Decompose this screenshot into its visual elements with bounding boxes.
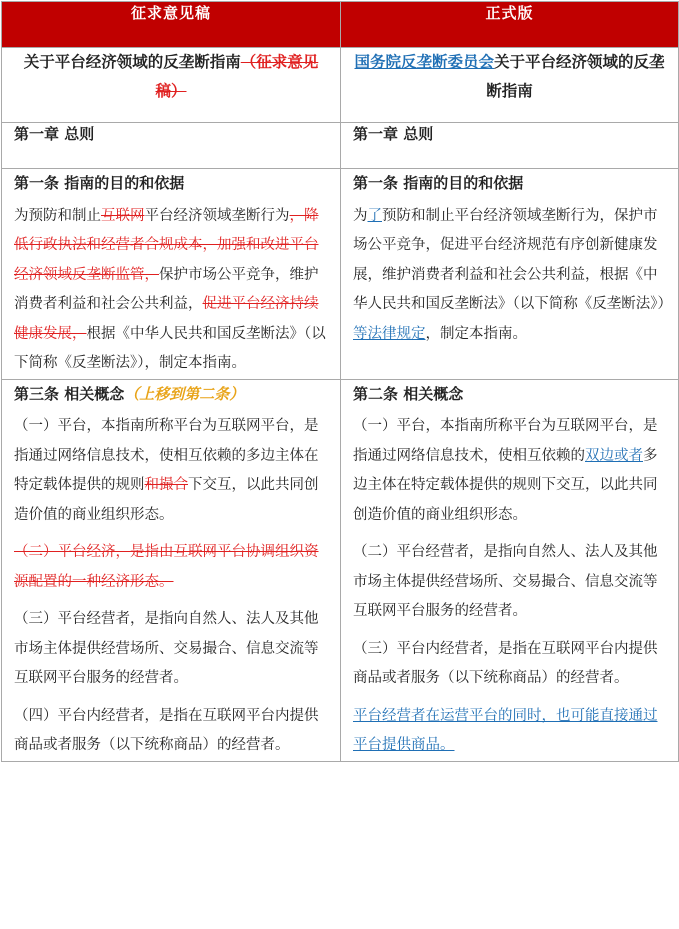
final-para-2: （二）平台经营者，是指向自然人、法人及其他市场主体提供经营场所、交易撮合、信息交流等互联网平台服务的经营者。 — [353, 544, 658, 619]
article1-final-text — [353, 202, 672, 350]
deleted-run: 互联网 — [101, 207, 145, 224]
title-final-text: 关于平台经济领域的反垄断指南 — [486, 53, 665, 100]
title-draft-text: 关于平台经济领域的反垄断指南 — [23, 53, 241, 71]
text-run: （一）平台，本指南所称平台为互联网平台，是指通过网络信息技术，使相互依赖的多边主体在特定载体提供的规则 — [14, 418, 319, 493]
final-para-3: （三）平台内经营者，是指在互联网平台内提供商品或者服务（以下统称商品）的经营者。 — [353, 640, 658, 686]
comparison-table — [1, 1, 679, 762]
article2-draft-heading — [14, 380, 328, 410]
title-row — [2, 48, 679, 123]
text-run: 保护市场公平竞争，维护消费者利益和社会公共利益， — [14, 266, 319, 312]
article2-final — [341, 379, 679, 761]
article1-draft-text — [14, 202, 328, 379]
header-row — [2, 2, 679, 48]
draft-para-2-deleted: （二）平台经济，是指由互联网平台协调组织资源配置的一种经济形态。 — [14, 544, 319, 590]
text-run: 为预防和制止 — [14, 207, 101, 224]
article1-draft — [2, 169, 341, 380]
chapter-draft: 第一章 总则 — [2, 123, 341, 169]
article1-final-heading: 第一条 指南的目的和依据 — [353, 174, 524, 192]
text-run: 多边主体在特定载体提供的规则下交互，以此共同创造价值的商业组织形态。 — [353, 447, 658, 523]
draft-para-3: （三）平台经营者，是指向自然人、法人及其他市场主体提供经营场所、交易撮合、信息交流等互联网平台服务的经营者。 — [14, 611, 319, 686]
title-draft-deleted: （征求意见稿） — [155, 53, 319, 100]
draft-para-4: （四）平台内经营者，是指在互联网平台内提供商品或者服务（以下统称商品）的经营者。 — [14, 707, 319, 753]
chapter-final: 第一章 总则 — [341, 123, 679, 169]
deleted-run: 和撮合 — [144, 477, 188, 493]
text-run: 下交互，以此共同创造价值的商业组织形态。 — [14, 477, 319, 523]
article1-row — [2, 169, 679, 380]
inserted-run: 双边或者 — [585, 447, 643, 464]
chapter-row — [2, 123, 679, 169]
deleted-run: ，降低行政执法和经营者合规成本，加强和改进平台经济领域反垄断监管， — [14, 207, 319, 283]
inserted-run: 了 — [367, 207, 382, 224]
draft-para-1 — [14, 412, 328, 530]
text-run: 根据《中华人民共和国反垄断法》（以下简称《反垄断法》），制定本指南。 — [14, 325, 326, 371]
deleted-run: 促进平台经济持续健康发展， — [14, 296, 319, 342]
header-final: 正式版 — [341, 2, 679, 48]
title-final-inserted: 国务院反垄断委员会 — [354, 53, 494, 71]
text-run: 平台经济领域垄断行为 — [144, 207, 290, 224]
text-run: 预防和制止平台经济领域垄断行为，保护市场公平竞争，促进平台经济规范有序创新健康发展，维护消费者利益和社会公共利益，根据《中华人民共和国反垄断法》（以下简称《反垄断法》） — [353, 207, 672, 312]
move-note: （上移到第二条） — [124, 384, 245, 403]
article2-final-heading: 第二条 相关概念 — [353, 384, 464, 403]
article2-row — [2, 379, 679, 761]
text-run: ，制定本指南。 — [425, 325, 527, 342]
text-run: 为 — [353, 207, 368, 224]
text-run: （一）平台，本指南所称平台为互联网平台，是指通过网络信息技术，使相互依赖的 — [353, 418, 658, 464]
title-final — [341, 48, 679, 123]
title-draft — [2, 48, 341, 123]
inserted-run: 等法律规定 — [353, 325, 426, 342]
final-para-4-inserted: 平台经营者在运营平台的同时，也可能直接通过平台提供商品。 — [353, 707, 658, 753]
header-draft: 征求意见稿 — [2, 2, 341, 48]
heading-text: 第三条 相关概念 — [14, 384, 125, 403]
article1-draft-heading: 第一条 指南的目的和依据 — [14, 174, 185, 192]
article1-final — [341, 169, 679, 380]
final-para-1 — [353, 412, 666, 530]
article2-draft — [2, 379, 341, 761]
